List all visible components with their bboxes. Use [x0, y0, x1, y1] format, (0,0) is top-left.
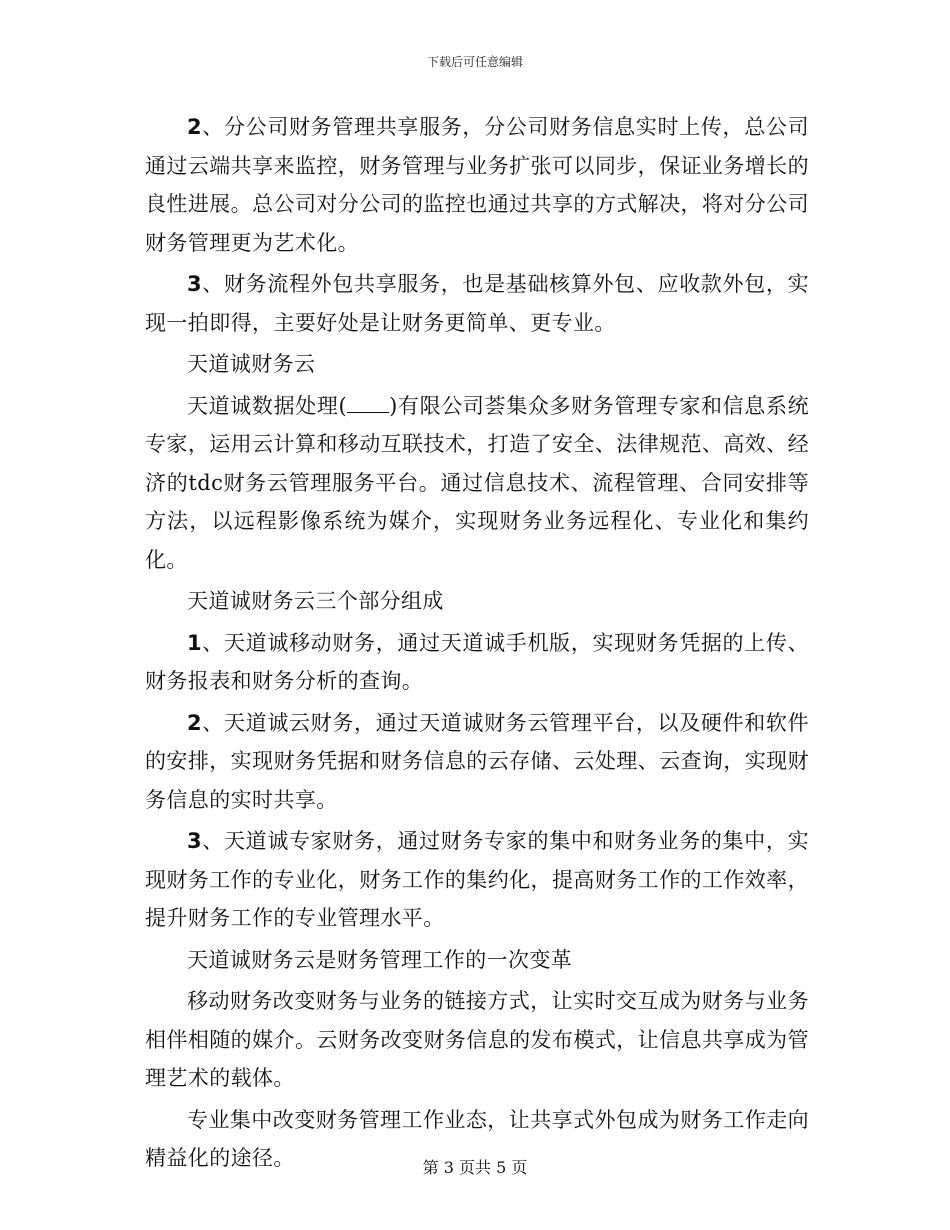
list-number: 3: [187, 272, 203, 296]
paragraph-text: 、分公司财务管理共享服务，分公司财务信息实时上传，总公司通过云端共享来监控，财务管理与业务扩张可以同步，保证业务增长的良性进展。总公司对分公司的监控也通过共享的方式解决，将对分公司财务管理更为艺术化。: [145, 115, 809, 255]
paragraph-item-3: [145, 822, 809, 938]
paragraph-text: 、天道诚云财务，通过天道诚财务云管理平台，以及硬件和软件的安排，实现财务凭据和财务信息的云存储、云处理、云查询，实现财务信息的实时共享。: [145, 710, 809, 812]
paragraph-item-2: [145, 108, 809, 262]
paragraph-text: 、财务流程外包共享服务，也是基础核算外包、应收款外包，实现一拍即得，主要好处是让财务更简单、更专业。: [145, 272, 809, 335]
company-intro-paragraph: [145, 387, 809, 580]
section-heading: 天道诚财务云: [187, 352, 316, 376]
list-number: 2: [187, 115, 203, 139]
paragraph-text: 、天道诚移动财务，通过天道诚手机版，实现财务凭据的上传、财务报表和财务分析的查询。: [145, 630, 809, 693]
document-body: [145, 108, 809, 1181]
paragraph-item-2: [145, 704, 809, 820]
paragraph: 专业集中改变财务管理工作业态，让共享式外包成为财务工作走向精益化的途径。: [145, 1107, 809, 1170]
page-footer: 第 3 页共 5 页: [422, 1158, 528, 1177]
list-number: 2: [187, 710, 203, 735]
paragraph-item-1: [145, 624, 809, 701]
section-heading: 天道诚财务云是财务管理工作的一次变革: [187, 947, 573, 972]
paragraph: 移动财务改变财务与业务的链接方式，让实时交互成为财务与业务相伴相随的媒介。云财务改变财务信息的发布模式，让信息共享成为管理艺术的载体。: [145, 989, 809, 1090]
paragraph-text-after-blank: )有限公司荟集众多财务管理专家和信息系统专家，运用云计算和移动互联技术，打造了安全、法律规范、高效、经济的tdc财务云管理服务平台。通过信息技术、流程管理、合同安排等方法，以远程影像系统为媒介，实现财务业务远程化、专业化和集约化。: [145, 393, 809, 572]
paragraph-text-before-blank: 天道诚数据处理(: [187, 393, 348, 418]
paragraph-item-3: [145, 265, 809, 342]
paragraph-text: 、天道诚专家财务，通过财务专家的集中和财务业务的集中，实现财务工作的专业化，财务工作的集约化，提高财务工作的工作效率，提升财务工作的专业管理水平。: [145, 829, 809, 930]
page-header: 下载后可任意编辑: [426, 55, 523, 69]
fill-in-blank: [347, 394, 389, 413]
list-number: 1: [187, 630, 203, 655]
section-heading: 天道诚财务云三个部分组成: [187, 589, 444, 613]
list-number: 3: [187, 829, 203, 853]
